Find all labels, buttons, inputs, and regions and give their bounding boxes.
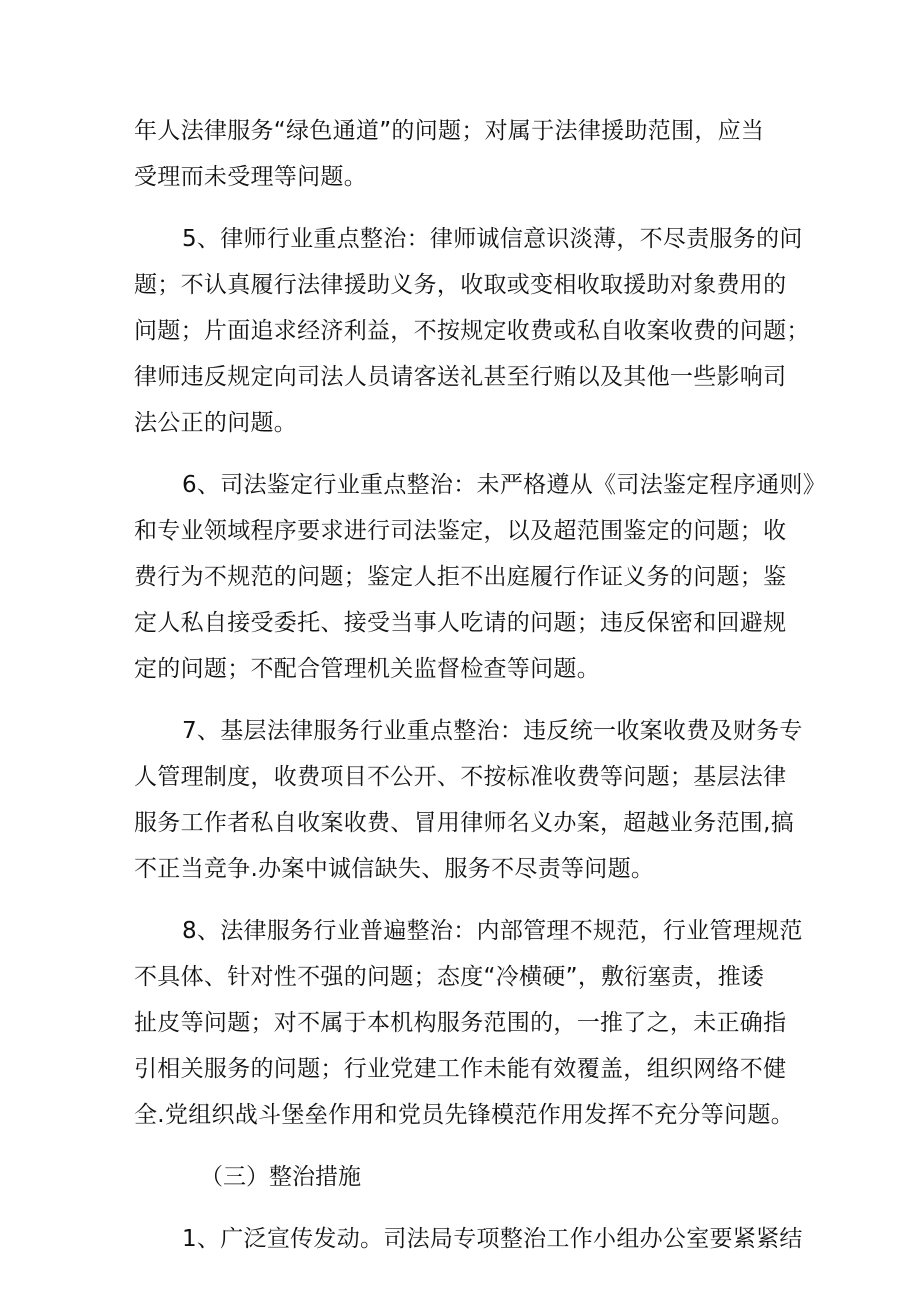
paragraph-measure-1 xyxy=(134,1216,803,1262)
paragraph-item-5 xyxy=(134,216,810,446)
text-line: 律师违反规定向司法人员请客送礼甚至行贿以及其他一些影响司 xyxy=(134,364,787,390)
text-line: 人管理制度，收费项目不公开、不按标准收费等问题；基层法律 xyxy=(134,764,787,790)
paragraph-item-8 xyxy=(134,908,803,1138)
text-line: 题；不认真履行法律援助义务，收取或变相收取援助对象费用的 xyxy=(134,272,787,298)
text-line: 受理而未受理等问题。 xyxy=(134,164,367,190)
text-line: 7、基层法律服务行业重点整治：违反统一收案收费及财务专 xyxy=(182,718,803,744)
text-line: 5、律师行业重点整治：律师诚信意识淡薄，不尽责服务的问 xyxy=(182,226,803,252)
section-heading: （三）整治措施 xyxy=(200,1164,361,1190)
text-line: 定的问题；不配合管理机关监督检查等问题。 xyxy=(134,656,600,682)
text-line: 扯皮等问题；对不属于本机构服务范围的，一推了之，未正确指 xyxy=(134,1010,787,1036)
text-line: 问题；片面追求经济利益，不按规定收费或私自收案收费的问题； xyxy=(134,318,810,344)
text-line: 引相关服务的问题；行业党建工作未能有效覆盖，组织网络不健 xyxy=(134,1056,787,1082)
document-body xyxy=(134,108,827,1278)
text-line: 1、广泛宣传发动。司法局专项整治工作小组办公室要紧紧结 xyxy=(182,1226,803,1252)
text-line: 8、法律服务行业普遍整治：内部管理不规范，行业管理规范 xyxy=(182,918,803,944)
paragraph-item-6 xyxy=(134,462,827,692)
text-line: 法公正的问题。 xyxy=(134,410,298,436)
text-line: 不具体、针对性不强的问题；态度“冷横硬”，敷衍塞责，推诿 xyxy=(134,964,765,990)
text-line: 全.党组织战斗堡垒作用和党员先锋模范作用发挥不充分等问题。 xyxy=(134,1102,795,1128)
text-line: 定人私自接受委托、接受当事人吃请的问题；违反保密和回避规 xyxy=(134,610,787,636)
paragraph-item-7 xyxy=(134,708,803,892)
text-line: 服务工作者私自收案收费、冒用律师名义办案，超越业务范围,搞 xyxy=(134,810,795,836)
text-line: 不正当竞争.办案中诚信缺失、服务不尽责等问题。 xyxy=(134,856,655,882)
paragraph-continuation xyxy=(134,108,800,200)
text-line: 和专业领域程序要求进行司法鉴定，以及超范围鉴定的问题；收 xyxy=(134,518,787,544)
text-line: 费行为不规范的问题；鉴定人拒不出庭履行作证义务的问题；鉴 xyxy=(134,564,787,590)
text-line: 年人法律服务“绿色通道”的问题；对属于法律援助范围，应当 xyxy=(134,118,765,144)
text-line: 6、司法鉴定行业重点整治：未严格遵从《司法鉴定程序通则》 xyxy=(182,472,827,498)
